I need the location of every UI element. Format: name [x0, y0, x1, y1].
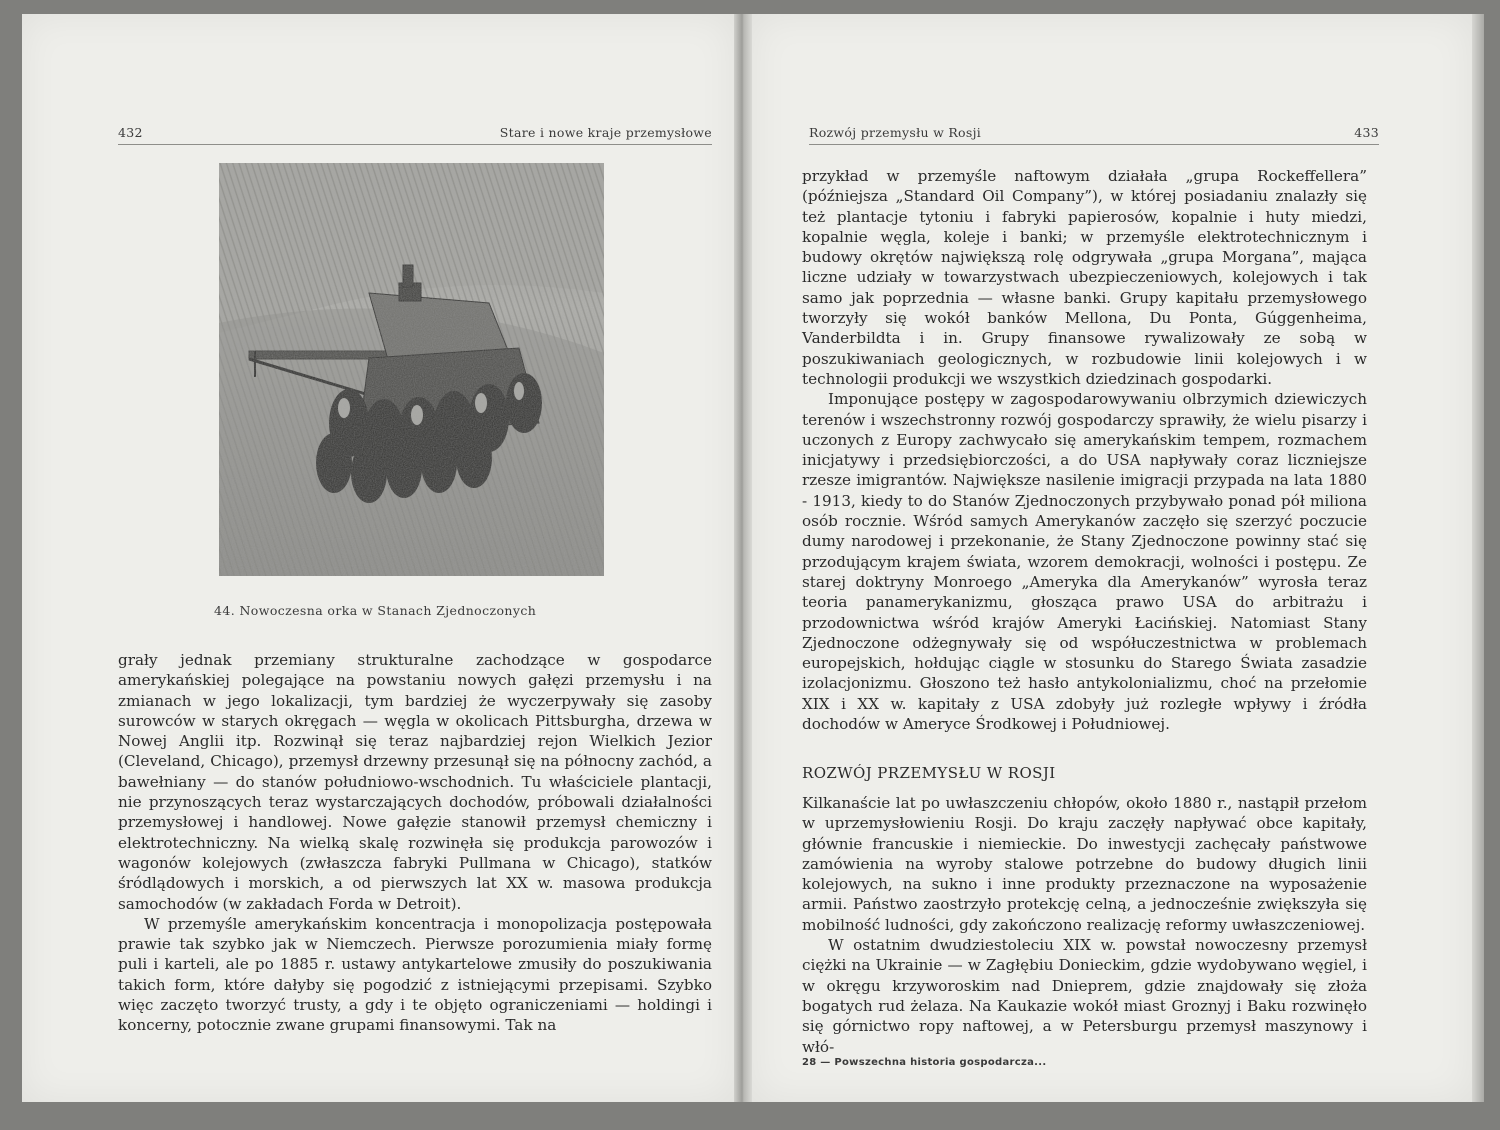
figure-caption: 44. Nowoczesna orka w Stanach Zjednoczonych: [214, 603, 537, 618]
left-running-header: [118, 120, 712, 145]
section-heading: ROZWÓJ PRZEMYSŁU W ROSJI: [802, 764, 1056, 782]
left-body-text: [118, 650, 712, 1036]
signature-footnote: 28 — Powszechna historia gospodarcza...: [802, 1057, 1047, 1068]
left-paragraph-2: W przemyśle amerykańskim koncentracja i monopolizacja postępowała prawie tak szybko jak w Niemczech. Pierwsze porozumienia miały formę puli i karteli, ale po 1885 r. ustawy antykartelowe zmusiły do poszukiwania takich form, które dałyby się pogodzić z istniejącymi przepisami. Szybko więc zaczęto tworzyć trusty, a gdy i te objęto ograniczeniami — holdingi i koncerny, potocznie zwane grupami finansowymi. Tak na: [118, 914, 712, 1035]
left-paragraph-1: grały jednak przemiany strukturalne zachodzące w gospodarce amerykańskiej polegające na powstaniu nowych gałęzi przemysłu i na zmianach w jego lokalizacji, tym bardziej że wyczerpywały się zasoby surowców w starych okręgach — węgla w okolicach Pittsburgha, drzewa w Nowej Anglii itp. Rozwinął się teraz najbardziej rejon Wielkich Jezior (Cleveland, Chicago), przemysł drzewny przesunął się na północny zachód, a bawełniany — do stanów południowo-wschodnich. Tu właściciele plantacji, nie przynoszących teraz wystarczających dochodów, próbowali działalności przemysłowej i handlowej. Nowe gałęzie stanowił przemysł chemiczny i elektrotechniczny. Na wielką skalę rozwinęła się produkcja parowozów i wagonów kolejowych (zwłaszcza fabryki Pullmana w Chicago), statków śródlądowych i morskich, a od pierwszych lat XX w. masowa produkcja samochodów (w zakładach Forda w Detroit).: [118, 651, 712, 913]
right-running-header: [809, 120, 1379, 145]
left-page-number: 432: [118, 125, 143, 140]
right-paragraph-4: W ostatnim dwudziestoleciu XIX w. powstał nowoczesny przemysł ciężki na Ukrainie — w Zagłębiu Donieckim, gdzie wydobywano węgiel, i w okręgu krzyworoskim nad Dnieprem, gdzie znajdowały się złoża bogatych rud żelaza. Na Kaukazie wokół miast Groznyj i Baku rozwinęło się górnictwo ropy naftowej, a w Petersburgu przemysł maszynowy i włó-: [802, 936, 1367, 1056]
right-page: [752, 14, 1472, 1102]
harvest-photo-image: [219, 163, 604, 576]
right-body-text-top: [802, 166, 1367, 734]
right-paragraph-3: Kilkanaście lat po uwłaszczeniu chłopów, około 1880 r., nastąpił przełom w uprzemysłowieniu Rosji. Do kraju zaczęły napływać obce kapitały, głównie francuskie i niemieckie. Do inwestycji zachęcały państwowe zamówienia na wyroby stalowe potrzebne do budowy długich linii kolejowych, na sukno i inne produkty przeznaczone na wyposażenie armii. Państwo zaostrzyło protekcję celną, a jednocześnie zwiększyła się mobilność ludności, gdy zakończono realizację reformy uwłaszczeniowej.: [802, 794, 1367, 934]
harvest-photograph: [219, 163, 604, 576]
left-page: [22, 14, 734, 1102]
right-body-text-bottom: [802, 793, 1367, 1057]
right-page-number: 433: [1354, 125, 1379, 140]
right-paragraph-2: Imponujące postępy w zagospodarowywaniu olbrzymich dziewiczych terenów i wszechstronny rozwój gospodarczy sprawiły, że wielu pisarzy i uczonych z Europy zachwycało się amerykańskim tempem, rozmachem inicjatywy i przedsiębiorczości, a do USA napływały coraz liczniejsze rzesze imigrantów. Największe nasilenie imigracji przypada na lata 1880 - 1913, kiedy to do Stanów Zjednoczonych przybywało ponad pół miliona osób rocznie. Wśród samych Amerykanów zaczęło się szerzyć poczucie dumy narodowej i przekonanie, że Stany Zjednoczone powinny stać się przodującym krajem świata, wzorem demokracji, wolności i postępu. Ze starej doktryny Monroego „Ameryka dla Amerykanów” wyrosła teraz teoria panamerykanizmu, głosząca prawo USA do arbitrażu i przodownictwa wśród krajów Ameryki Łacińskiej. Natomiast Stany Zjednoczone odżegnywały się od współuczestnictwa w problemach europejskich, hołdując ciągle w stosunku do Starego Świata zasadzie izolacjonizmu. Głoszono też hasło antykolonializmu, choć na przełomie XIX i XX w. kapitały z USA zdobyły już rozległe wpływy i źródła dochodów w Ameryce Środkowej i Południowej.: [802, 390, 1367, 734]
book-edge: [1472, 14, 1484, 1102]
right-running-head: Rozwój przemysłu w Rosji: [809, 125, 982, 140]
book-gutter: [734, 14, 752, 1102]
left-running-head: Stare i nowe kraje przemysłowe: [499, 125, 712, 140]
right-paragraph-1: przykład w przemyśle naftowym działała „grupa Rockeffellera” (późniejsza „Standard Oil Company”), w której posiadaniu znalazły się też plantacje tytoniu i fabryki papierosów, kopalnie i huty miedzi, kopalnie węgla, koleje i banki; w przemyśle elektrotechnicznym i budowy okrętów największą rolę odgrywała „grupa Morgana”, mająca liczne udziały w towarzystwach ubezpieczeniowych, kolejowych i tak samo jak poprzednia — własne banki. Grupy kapitału przemysłowego tworzyły się wokół banków Mellona, Du Ponta, Gúggenheima, Vanderbildta i in. Grupy finansowe rywalizowały ze sobą w poszukiwaniach geologicznych, w rozbudowie linii kolejowych i w technologii produkcji we wszystkich dziedzinach gospodarki.: [802, 167, 1367, 388]
